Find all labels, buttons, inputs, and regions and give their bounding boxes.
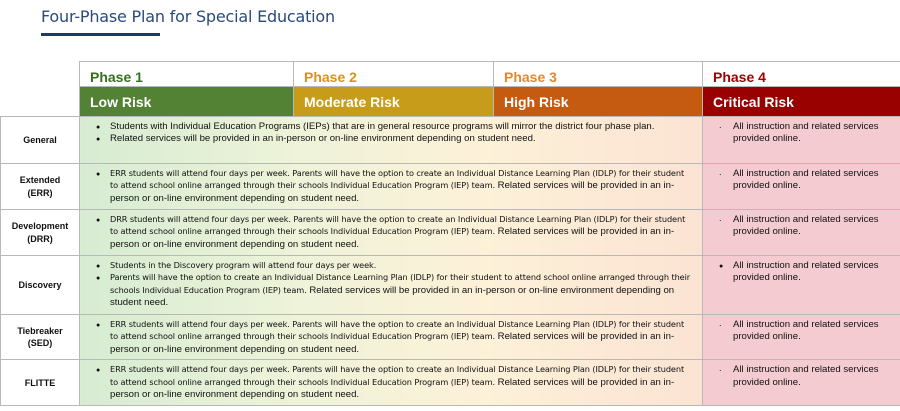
page-title: Four-Phase Plan for Special Education [41,7,335,26]
row-label [1,360,80,406]
phase-4-description [703,210,900,256]
description-item [110,260,694,272]
phase-4-description [703,360,900,406]
related-services-text: Related services will be provided in an in-person or on-line environment depending on student need. [110,226,675,250]
program-row [1,164,900,210]
description-list [80,315,702,359]
critical-list [703,360,900,392]
critical-list [703,117,900,149]
row-label-line: FLITTE [24,377,56,388]
critical-item: . All instruction and related services provided online. [733,214,892,239]
phase-header-row [1,62,900,87]
row-label [1,315,80,360]
related-services-text: Related services will be provided in an in-person or on-line environment depending on student need. [110,284,675,309]
description-item [110,214,694,251]
description-list [80,256,702,313]
program-row [1,256,900,315]
phase-4-description [703,164,900,210]
description-text: DRR students will attend four days per week. Parents will have the option to create an Individual Distance Learning Plan (IDLP) for their student to attend school online arranged through their schools Individual Education Program (IEP) team. [110,214,686,237]
critical-item: . All instruction and related services provided online. [733,319,892,344]
critical-list [703,210,900,242]
row-label [1,117,80,164]
phase-2-risk: Moderate Risk [294,87,494,117]
phase-4-description [703,256,900,315]
title-underline [41,33,160,36]
row-label-line: Development [11,221,69,232]
description-item [110,121,694,133]
row-label-line: (SED) [27,338,53,349]
program-row [1,315,900,360]
phases-1-3-description [80,117,703,164]
description-text: ERR students will attend four days per week. Parents will have the option to create an Individual Distance Learning Plan (IDLP) for their student to attend school online arranged through their schools Individual Education Program (IEP) team. [110,319,685,342]
critical-item: . All instruction and related services provided online. [733,168,892,193]
corner-cell [1,87,80,117]
description-item [110,319,694,356]
description-text: Related services will be provided in an in-person or on-line environment depending on student need. [110,133,536,145]
row-label-line: Extended [19,175,61,186]
row-label-line: (ERR) [27,187,53,198]
phases-1-3-description [80,360,703,406]
row-label-line: (DRR) [27,233,53,244]
description-item [110,272,694,309]
description-text: ERR students will attend four days per week. Parents will have the option to create an Individual Distance Learning Plan (IDLP) for their student to attend school online arranged through their schools Individual Education Program (IEP) team. [110,168,685,191]
phase-1-risk: Low Risk [80,87,294,117]
row-label [1,256,80,315]
description-text: ERR students will attend four days per week. Parents will have the option to create an Individual Distance Learning Plan (IDLP) for their student to attend school online arranged through their schools Individual Education Program (IEP) team. [110,364,685,387]
row-label-line: General [23,134,57,145]
row-label [1,210,80,256]
program-row [1,360,900,406]
description-list [80,164,702,208]
description-text: Students in the Discovery program will attend four days per week. [110,260,377,270]
phases-1-3-description [80,164,703,210]
phase-4-header: Phase 4 [703,62,900,87]
critical-item: ● All instruction and related services provided online. [733,260,892,285]
phase-3-header: Phase 3 [494,62,703,87]
phase-2-header: Phase 2 [294,62,494,87]
phase-plan-table [0,61,900,406]
program-row [1,117,900,164]
related-services-text: Related services will be provided in an in-person or on-line environment depending on student need. [110,331,675,355]
phases-1-3-description [80,256,703,315]
description-list [80,210,702,254]
phase-4-risk: Critical Risk [703,87,900,117]
row-label [1,164,80,210]
description-item [110,168,694,205]
critical-list [703,256,900,288]
critical-list [703,164,900,196]
description-item [110,364,694,401]
row-label-line: Tiebreaker [17,326,63,337]
row-label-line: Discovery [18,279,62,290]
phases-1-3-description [80,210,703,256]
phase-1-header: Phase 1 [80,62,294,87]
risk-header-row [1,87,900,117]
corner-cell [1,62,80,87]
phase-4-description [703,315,900,360]
phase-4-description [703,117,900,164]
related-services-text: Related services will be provided in an in-person or on-line environment depending on student need. [110,376,675,401]
description-text: Students with Individual Education Programs (IEPs) that are in general resource programs will mirror the district four phase plan. [110,121,655,132]
critical-list [703,315,900,347]
description-item [110,133,694,145]
program-rows [1,117,900,406]
phase-3-risk: High Risk [494,87,703,117]
critical-item: . All instruction and related services provided online. [733,121,892,146]
critical-item: . All instruction and related services provided online. [733,364,892,389]
program-row [1,210,900,256]
related-services-text: Related services will be provided in an in-person or on-line environment depending on student need. [110,180,675,204]
description-text: Parents will have the option to create an Individual Distance Learning Plan (IDLP) for their student to attend school online arranged through their schools Individual Education Program (IEP) team. [110,272,691,295]
description-list [80,360,702,404]
description-list [80,117,702,149]
phases-1-3-description [80,315,703,360]
